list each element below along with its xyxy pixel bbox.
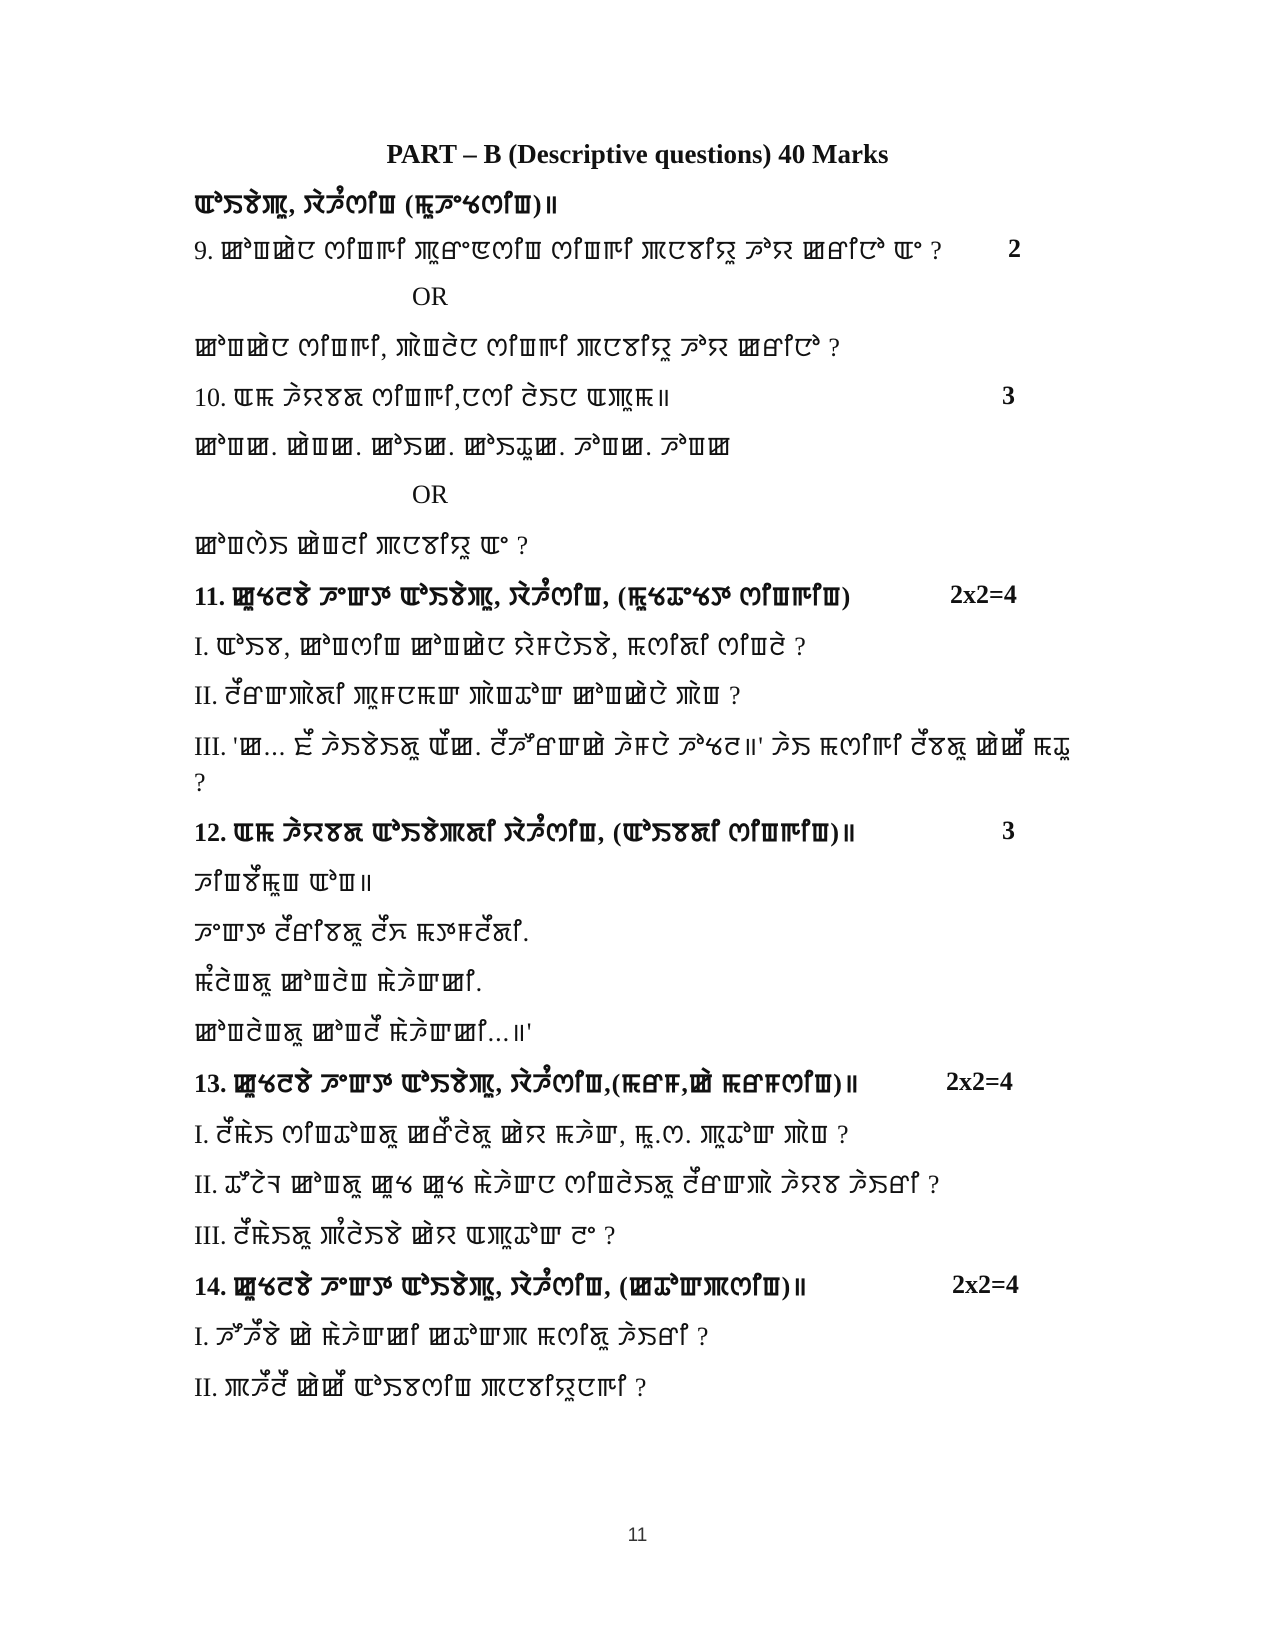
poem-line: ꯍꯦꯛꯇ ꯂꯩꯔꯤꯕꯗꯨ ꯂꯩꯈ ꯃꯇꯝꯂꯩꯗꯤ. [194, 918, 531, 947]
roman-numeral: I. [194, 1120, 210, 1149]
question-number: 11. [194, 582, 226, 611]
poem-line: ꯃꯪꯂꯥꯡꯗꯨ ꯀꯣꯡꯂꯥꯡ ꯃꯥꯍꯥꯛꯀꯤ. [194, 968, 484, 997]
poem-line: ꯍꯤꯡꯕꯩꯃꯨꯡ ꯑꯣꯡ॥ [194, 868, 374, 897]
question-number: 14. [194, 1272, 227, 1301]
question-text: ꯀꯣꯡꯀꯥꯅ ꯁꯤꯡꯒꯤ ꯄꯨꯔꯦꯟꯁꯤꯡ ꯁꯤꯡꯒꯤ ꯄꯅꯕꯤꯌꯨ ꯍꯣꯌ ꯀꯔꯤꯅꯣ ꯑꯦ ? [220, 236, 943, 265]
sub-question [194, 1320, 1075, 1354]
poem-line: ꯀꯣꯡꯂꯥꯡꯗꯨ ꯀꯣꯡꯂꯩ ꯃꯥꯍꯥꯛꯀꯤ...॥' [194, 1018, 533, 1047]
question-text: ꯀꯨꯠꯂꯕꯥ ꯍꯦꯛꯇ ꯑꯣꯏꯕꯥꯄꯨ, ꯋꯥꯍꯪꯁꯤꯡ, (ꯃꯨꯠꯊꯦꯠꯇ ꯁꯤꯡꯒꯤꯡ) [231, 582, 852, 611]
question-9 [194, 234, 1075, 268]
question-marks: 2 [1008, 234, 1021, 263]
roman-numeral: III. [194, 1221, 227, 1250]
question-9-alternative: ꯀꯣꯡꯀꯥꯅ ꯁꯤꯡꯒꯤ, ꯄꯥꯡꯂꯥꯅ ꯁꯤꯡꯒꯤ ꯄꯅꯕꯤꯌꯨ ꯍꯣꯌ ꯀꯔꯤꯅꯣ ? [194, 333, 841, 362]
question-text: ꯀꯨꯠꯂꯕꯥ ꯍꯦꯛꯇ ꯑꯣꯏꯕꯥꯄꯨ, ꯋꯥꯍꯪꯁꯤꯡ,(ꯃꯔꯝ,ꯀꯥ ꯃꯔꯝꯁꯤꯡ)॥ [233, 1069, 860, 1098]
sub-question [194, 729, 1075, 801]
sub-question-text: ꯑꯣꯏꯕ, ꯀꯣꯡꯁꯤꯡ ꯀꯣꯡꯀꯥꯅ ꯌꯥꯝꯅꯥꯏꯕꯥ, ꯃꯁꯤꯗꯤ ꯁꯤꯡꯂꯥ ? [215, 632, 807, 661]
sub-question-text: ꯂꯩꯔꯛꯄꯥꯗꯤ ꯄꯨꯝꯅꯃꯛ ꯄꯥꯡꯊꯣꯛ ꯀꯣꯡꯀꯥꯅꯥ ꯄꯥꯡ ? [224, 681, 742, 710]
sub-question-text: ꯊꯧꯖꯥꯜ ꯀꯣꯡꯗꯨ ꯀꯨꯠ ꯀꯨꯠ ꯃꯥꯍꯥꯛꯅ ꯁꯤꯡꯂꯥꯏꯗꯨ ꯂꯩꯔꯛꯄꯥ ꯍꯥꯌꯕ ꯍꯥꯏꯔꯤ ? [224, 1170, 941, 1199]
sub-question [194, 1168, 1075, 1202]
question-text: ꯑꯃ ꯍꯥꯌꯕꯗ ꯁꯤꯡꯒꯤ,ꯅꯁꯤ ꯂꯥꯏꯅ ꯑꯄꯨꯃ॥ [233, 383, 672, 412]
sub-question [194, 679, 1075, 713]
question-marks: 3 [1002, 816, 1015, 845]
page-number: 11 [627, 1525, 648, 1546]
sub-question [194, 630, 1075, 664]
roman-numeral: II. [194, 1373, 218, 1402]
question-number: 12. [194, 818, 227, 847]
question-number: 9. [194, 236, 214, 265]
sub-question-text: 'ꯀ... ꯐꯩ ꯍꯥꯏꯕꯥꯏꯗꯨ ꯑꯩꯀ. ꯂꯩꯍꯧꯔꯛꯀꯥ ꯍꯥꯝꯅꯥ ꯍꯣꯠꯂ॥' ꯍꯥꯏ ꯃꯁꯤꯒꯤ ꯂꯩꯕꯗꯨ ꯀꯥꯀꯩ ꯃꯊꯨ ? [194, 732, 1071, 797]
question-12 [194, 816, 1075, 850]
sub-question-text: ꯍꯧꯍꯩꯕꯥ ꯀꯥ ꯃꯥꯍꯥꯛꯀꯤ ꯀꯊꯣꯛꯄ ꯃꯁꯤꯗꯨ ꯍꯥꯏꯔꯤ ? [215, 1322, 710, 1351]
sub-question-text: ꯂꯩꯃꯥꯏꯗꯨ ꯄꯪꯂꯥꯏꯕꯥ ꯀꯥꯌ ꯑꯄꯨꯊꯣꯛ ꯂꯦ ? [232, 1221, 617, 1250]
question-marks: 2x2=4 [946, 1067, 1013, 1096]
sub-question [194, 1118, 1075, 1152]
question-10 [194, 381, 1075, 415]
sub-question [194, 1219, 1075, 1253]
section-instruction: ꯑꯣꯏꯕꯥꯄꯨ, ꯋꯥꯍꯪꯁꯤꯡ (ꯃꯨꯍꯦꯠꯁꯤꯡ)॥ [194, 190, 560, 219]
question-13 [194, 1067, 1075, 1101]
sub-question-text: ꯄꯍꯩꯂꯩ ꯀꯥꯀꯩ ꯑꯣꯏꯕꯁꯤꯡ ꯄꯅꯕꯤꯌꯨꯅꯒꯤ ? [224, 1373, 648, 1402]
question-text: ꯑꯃ ꯍꯥꯌꯕꯗ ꯑꯣꯏꯕꯥꯄꯗꯤ ꯋꯥꯍꯪꯁꯤꯡ, (ꯑꯣꯏꯕꯗꯤ ꯁꯤꯡꯒꯤꯡ)॥ [233, 818, 857, 847]
question-marks: 3 [1002, 381, 1015, 410]
question-11 [194, 580, 1075, 614]
roman-numeral: I. [194, 1322, 210, 1351]
question-marks: 2x2=4 [950, 580, 1017, 609]
question-10-words: ꯀꯣꯡꯀ. ꯀꯥꯡꯀ. ꯀꯣꯏꯀ. ꯀꯣꯏꯊꯨꯀ. ꯍꯣꯡꯀ. ꯍꯣꯡꯀ [194, 432, 732, 461]
sub-question-text: ꯂꯩꯃꯥꯏ ꯁꯤꯡꯊꯣꯡꯗꯨ ꯀꯔꯩꯂꯥꯗꯨ ꯀꯥꯌ ꯃꯍꯥꯛ, ꯃꯨ.ꯁ. ꯄꯨꯊꯣꯛ ꯄꯥꯡ ? [215, 1120, 850, 1149]
section-title: PART – B (Descriptive questions) 40 Marks [386, 139, 889, 169]
question-10-alternative: ꯀꯣꯡꯁꯥꯏ ꯀꯥꯡꯂꯤ ꯄꯅꯕꯤꯌꯨ ꯑꯦ ? [194, 531, 530, 560]
roman-numeral: III. [194, 732, 227, 761]
sub-question [194, 1371, 1075, 1405]
roman-numeral: II. [194, 681, 218, 710]
question-number: 10. [194, 383, 227, 412]
or-separator: OR [412, 282, 449, 311]
question-number: 13. [194, 1069, 227, 1098]
question-14 [194, 1270, 1075, 1304]
or-separator: OR [412, 480, 449, 509]
roman-numeral: II. [194, 1170, 218, 1199]
roman-numeral: I. [194, 632, 210, 661]
question-text: ꯀꯨꯠꯂꯕꯥ ꯍꯦꯛꯇ ꯑꯣꯏꯕꯥꯄꯨ, ꯋꯥꯍꯪꯁꯤꯡ, (ꯀꯊꯣꯛꯄꯁꯤꯡ)॥ [233, 1272, 808, 1301]
question-marks: 2x2=4 [952, 1270, 1019, 1299]
